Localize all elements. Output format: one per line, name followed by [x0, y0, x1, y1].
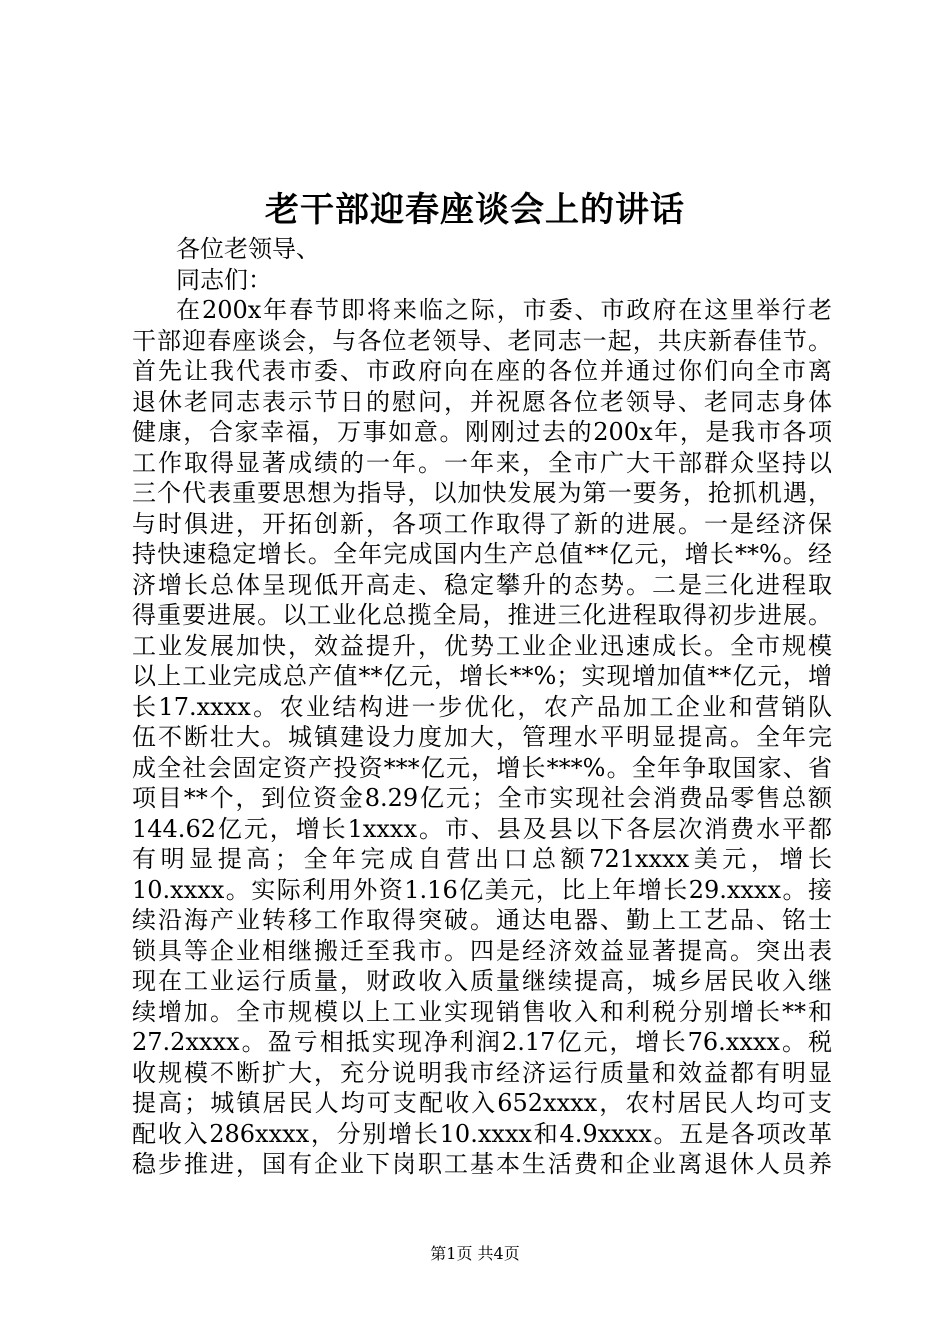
paragraph-line: 在200x年春节即将来临之际，市委、市政府在这里举行老 [176, 296, 832, 324]
paragraph-line: 工作取得显著成绩的一年。一年来，全市广大干部群众坚持以 [132, 448, 832, 477]
paragraph-line: 成全社会固定资产投资***亿元，增长***%。全年争取国家、省 [132, 753, 832, 782]
paragraph-line: 现在工业运行质量，财政收入质量继续提高，城乡居民收入继 [132, 967, 832, 995]
paragraph-line: 持快速稳定增长。全年完成国内生产总值**亿元，增长**%。经 [132, 540, 832, 568]
paragraph-line: 工业发展加快，效益提升，优势工业企业迅速成长。全市规模 [132, 631, 832, 660]
paragraph-line: 三个代表重要思想为指导，以加快发展为第一要务，抢抓机遇， [132, 479, 832, 507]
salutation-line: 各位老领导、 [176, 235, 320, 263]
paragraph-line: 稳步推进，国有企业下岗职工基本生活费和企业离退休人员养 [132, 1150, 832, 1178]
paragraph-line: 干部迎春座谈会，与各位老领导、老同志一起，共庆新春佳节。 [132, 326, 832, 355]
paragraph-line: 健康，合家幸福，万事如意。刚刚过去的200x年，是我市各项 [132, 418, 832, 446]
paragraph-line: 项目**个，到位资金8.29亿元；全市实现社会消费品零售总额 [132, 784, 832, 812]
paragraph-line: 续增加。全市规模以上工业实现销售收入和利税分别增长**和 [132, 997, 832, 1026]
paragraph-line: 有明显提高；全年完成自营出口总额721xxxx美元，增长 [132, 845, 832, 873]
paragraph-line: 长17.xxxx。农业结构进一步优化，农产品加工企业和营销队 [132, 692, 832, 721]
paragraph-line: 以上工业完成总产值**亿元，增长**%；实现增加值**亿元，增 [132, 662, 832, 690]
paragraph-line: 首先让我代表市委、市政府向在座的各位并通过你们向全市离 [132, 357, 832, 385]
paragraph-line: 得重要进展。以工业化总揽全局，推进三化进程取得初步进展。 [132, 601, 832, 629]
paragraph-line: 10.xxxx。实际利用外资1.16亿美元，比上年增长29.xxxx。接 [132, 875, 832, 904]
paragraph-line: 续沿海产业转移工作取得突破。通达电器、勤上工艺品、铭士 [132, 906, 832, 934]
body-paragraph [132, 295, 832, 1180]
paragraph-line: 退休老同志表示节日的慰问，并祝愿各位老领导、老同志身体 [132, 387, 832, 416]
paragraph-line: 伍不断壮大。城镇建设力度加大，管理水平明显提高。全年完 [132, 723, 832, 751]
paragraph-line: 济增长总体呈现低开高走、稳定攀升的态势。二是三化进程取 [132, 570, 832, 599]
paragraph-line: 提高；城镇居民人均可支配收入652xxxx，农村居民人均可支 [132, 1089, 832, 1117]
salutation-line: 同志们： [176, 265, 272, 294]
document-body [132, 234, 832, 1180]
paragraph-line: 锁具等企业相继搬迁至我市。四是经济效益显著提高。突出表 [132, 936, 832, 965]
document-title: 老干部迎春座谈会上的讲话 [265, 190, 685, 230]
page-footer: 第1页 共4页 [430, 1244, 520, 1263]
paragraph-line: 收规模不断扩大，充分说明我市经济运行质量和效益都有明显 [132, 1058, 832, 1087]
paragraph-line: 配收入286xxxx，分别增长10.xxxx和4.9xxxx。五是各项改革 [132, 1119, 832, 1148]
paragraph-line: 27.2xxxx。盈亏相抵实现净利润2.17亿元，增长76.xxxx。税 [132, 1028, 832, 1056]
paragraph-line: 144.62亿元，增长1xxxx。市、县及县以下各层次消费水平都 [132, 814, 832, 843]
paragraph-line: 与时俱进，开拓创新，各项工作取得了新的进展。一是经济保 [132, 509, 832, 538]
